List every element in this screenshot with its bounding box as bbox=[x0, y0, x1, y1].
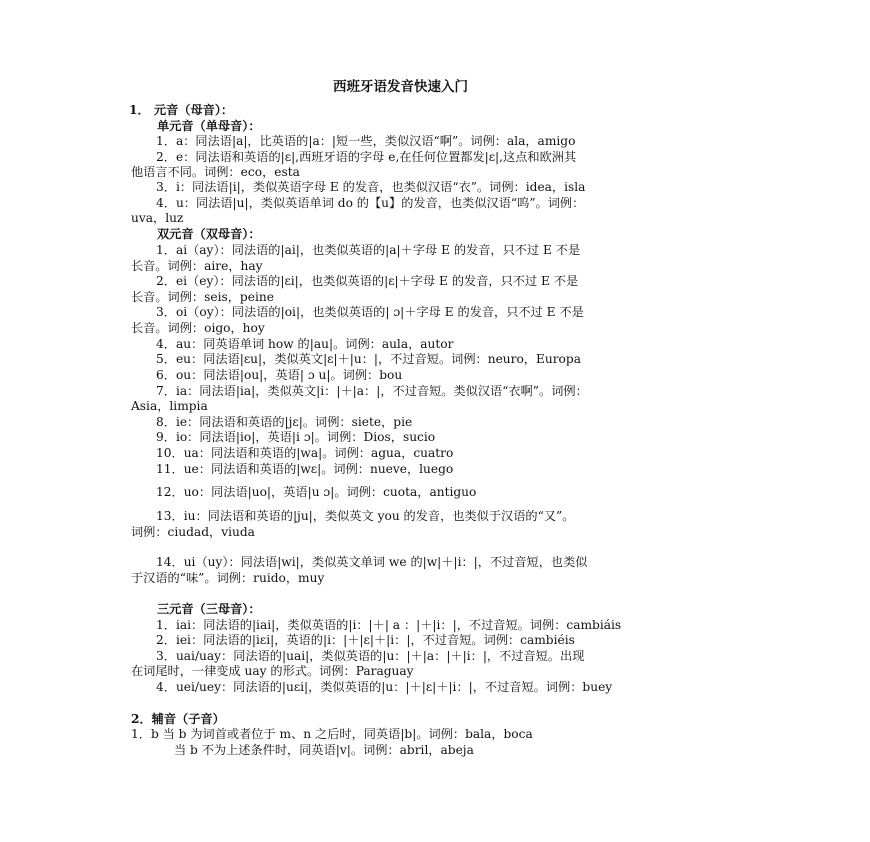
text-line: 5．eu：同法语|εu|，类似英文|ε|＋|u：|，不过音短。词例：neuro，Europa bbox=[156, 352, 581, 366]
section-heading-consonants: 2．辅音（子音） bbox=[131, 712, 225, 726]
text-line: 1．iai：同法语的|iai|，类似英语的|i：|＋| a ：|＋|i：|，不过音短。词例：cambiáis bbox=[156, 618, 622, 632]
text-line: 1．ai（ay）：同法语的|ai|，也类似英语的|a|＋字母 E 的发音，只不过 E 不是 bbox=[156, 243, 581, 257]
text-line: 10．ua：同法语和英语的|wa|。词例：agua，cuatro bbox=[156, 446, 454, 460]
text-line: 7．ia：同法语|ia|，类似英文|i：|＋|a：|，不过音短。类似汉语“衣啊”。词例： bbox=[156, 384, 588, 398]
text-line: 2．iei：同法语的|iεi|，英语的|i：|＋|ε|＋|i：|，不过音短。词例：cambiéis bbox=[156, 633, 575, 647]
text-line: 长音。词例：seis，peine bbox=[131, 290, 274, 304]
text-line: 3．i：同法语|i|，类似英语字母 E 的发音，也类似汉语“衣”。词例：idea，isla bbox=[156, 180, 586, 194]
text-line: 长音。词例：oigo，hoy bbox=[131, 321, 265, 335]
text-line: 4．u：同法语|u|，类似英语单词 do 的【u】的发音，也类似汉语“呜”。词例： bbox=[156, 196, 585, 210]
text-line: 8．ie：同法语和英语的|jε|。词例：siete，pie bbox=[156, 415, 413, 429]
text-line: 14．ui（uy）：同法语|wi|，类似英文单词 we 的|w|＋|i：|，不过音短，也类似 bbox=[156, 555, 588, 569]
text-line: 词例：ciudad，viuda bbox=[131, 525, 255, 539]
section-heading-vowels: 1． 元音（母音）： bbox=[129, 103, 234, 117]
text-line: 4．uei/uey：同法语的|uεi|，类似英语的|u：|＋|ε|＋|i：|，不过音短。词例：buey bbox=[156, 680, 613, 694]
document-title: 西班牙语发音快速入门 bbox=[333, 79, 468, 95]
text-line: 他语言不同。词例：eco，esta bbox=[131, 165, 300, 179]
text-line: Asia，limpia bbox=[131, 399, 208, 413]
subheading-single-vowels: 单元音（单母音）： bbox=[157, 119, 261, 133]
text-line: uva，luz bbox=[131, 211, 184, 225]
text-line: 在词尾时，一律变成 uay 的形式。词例：Paraguay bbox=[131, 664, 414, 678]
text-line: 2．ei（ey）：同法语的|εi|，也类似英语的|ε|＋字母 E 的发音，只不过 E 不是 bbox=[156, 274, 579, 288]
text-line: 12．uo：同法语|uo|，英语|u ɔ|。词例：cuota，antiguo bbox=[156, 485, 477, 499]
text-line: 4．au：同英语单词 how 的|au|。词例：aula，autor bbox=[156, 337, 454, 351]
text-line: 1．a：同法语|a|，比英语的|a：|短一些，类似汉语“啊”。词例：ala，amigo bbox=[156, 134, 576, 148]
text-line: 9．io：同法语|io|，英语|i ɔ|。词例：Dios，sucio bbox=[156, 430, 436, 444]
text-line: 长音。词例：aire，hay bbox=[131, 259, 263, 273]
subheading-diphthongs: 双元音（双母音）： bbox=[157, 227, 261, 241]
text-line: 于汉语的“味”。词例：ruido，muy bbox=[131, 571, 325, 585]
text-line: 1．b 当 b 为词首或者位于 m、n 之后时，同英语|b|。词例：bala，boca bbox=[131, 727, 533, 741]
text-line: 3．oi（oy）：同法语的|oi|，也类似英语的| ɔ|＋字母 E 的发音，只不过 E 不是 bbox=[156, 305, 584, 319]
text-line: 3．uai/uay：同法语的|uai|，类似英语的|u：|＋|a：|＋|i：|，不过音短。出现 bbox=[156, 649, 585, 663]
text-line: 13．iu：同法语和英语的|ju|，类似英文 you 的发音，也类似于汉语的“又”。 bbox=[156, 509, 575, 523]
text-line: 2．e：同法语和英语的|ε|,西班牙语的字母 e,在任何位置都发|ε|,这点和欧洲其 bbox=[156, 150, 577, 164]
text-line: 11．ue：同法语和英语的|wε|。词例：nueve，luego bbox=[156, 462, 454, 476]
subheading-triphthongs: 三元音（三母音）： bbox=[157, 602, 261, 616]
text-line: 6．ou：同法语|ou|，英语| ɔ u|。词例：bou bbox=[156, 368, 403, 382]
text-line: 当 b 不为上述条件时，同英语|v|。词例：abril，abeja bbox=[174, 743, 474, 757]
